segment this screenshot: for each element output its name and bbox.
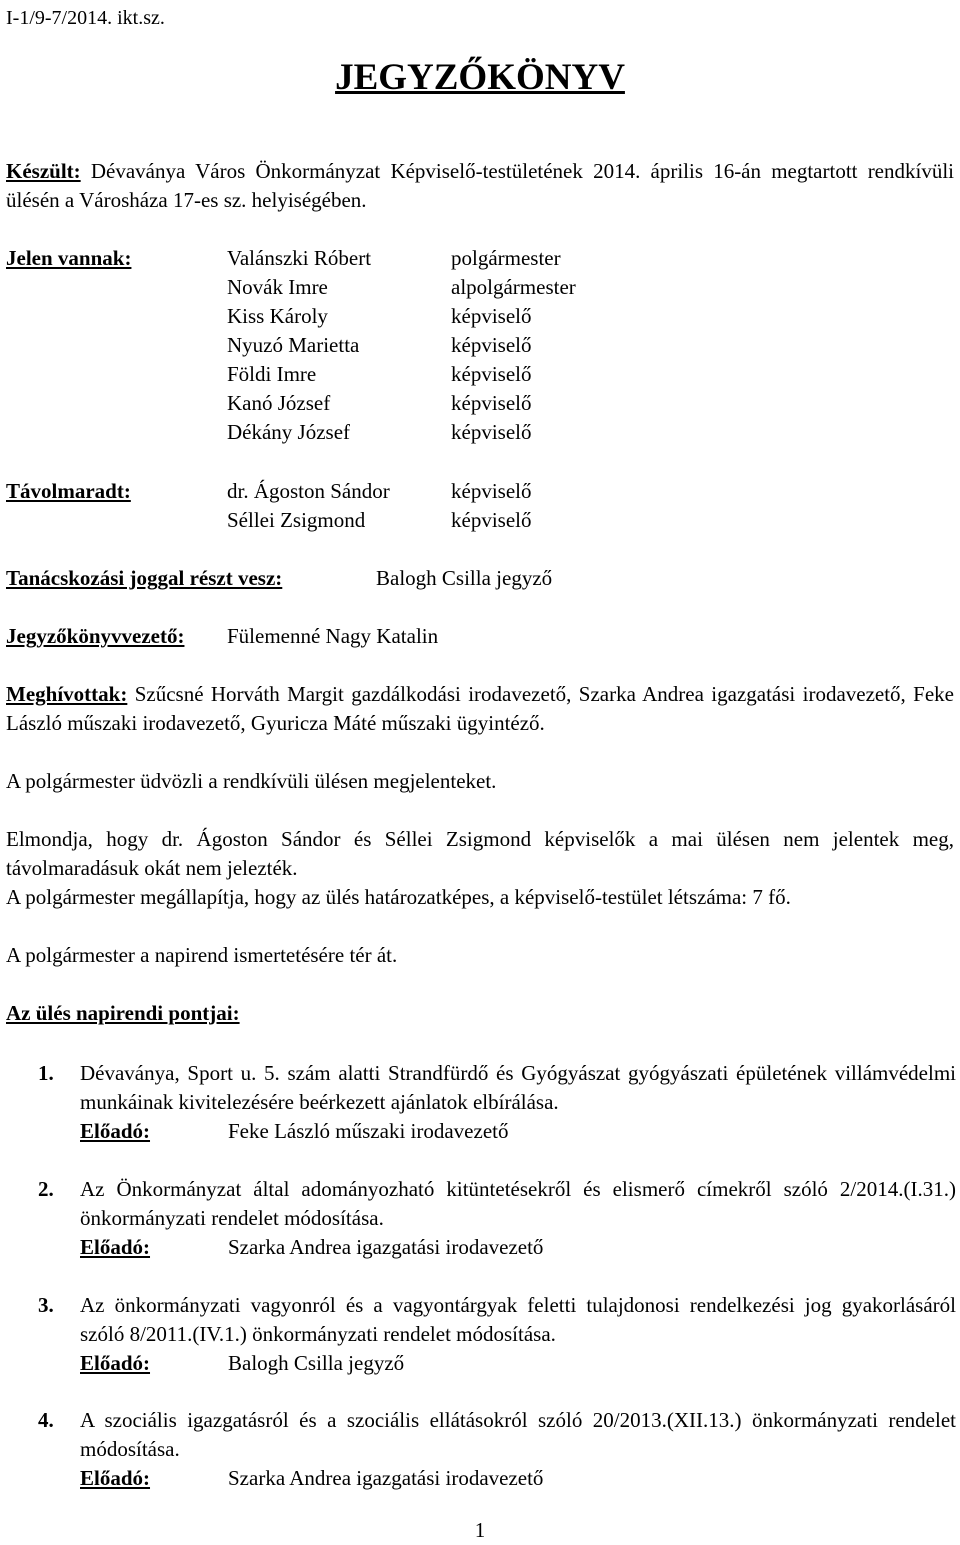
tavol-label: Távolmaradt: <box>6 479 131 503</box>
paragraph: A polgármester üdvözli a rendkívüli ülésen megjelenteket. <box>6 769 497 793</box>
absent-name: dr. Ágoston Sándor <box>227 479 390 503</box>
present-row <box>0 273 960 302</box>
presenter-label: Előadó: <box>80 1235 151 1259</box>
keszult-label: Készült: <box>6 159 81 183</box>
tanacs-label: Tanácskozási joggal részt vesz: <box>6 566 283 590</box>
absent-role: képviselő <box>451 479 532 503</box>
tanacs-value: Balogh Csilla jegyző <box>376 566 553 590</box>
paragraph: Elmondja, hogy dr. Ágoston Sándor és Séllei Zsigmond képviselők a mai ülésen nem jelentek meg, távolmaradásuk okát nem jelezték. <box>6 827 954 880</box>
jkv-value: Fülemenné Nagy Katalin <box>227 624 439 648</box>
presenter-label: Előadó: <box>80 1119 151 1143</box>
present-row <box>0 389 960 418</box>
agenda-text: Dévaványa, Sport u. 5. szám alatti Strandfürdő és Gyógyászat gyógyászati épületének villámvédelmi munkáinak kivitelezésére beérkezett ajánlatok elbírálása. <box>80 1061 956 1114</box>
present-name: Dékány József <box>227 420 351 444</box>
presenter-name: Balogh Csilla jegyző <box>228 1351 405 1375</box>
present-row <box>0 418 960 447</box>
present-role: képviselő <box>451 362 532 386</box>
present-name: Novák Imre <box>227 275 328 299</box>
jelen-label: Jelen vannak: <box>6 246 132 270</box>
absent-row <box>0 506 960 535</box>
absent-name: Séllei Zsigmond <box>227 508 366 532</box>
present-row <box>0 360 960 389</box>
agenda-text: Az Önkormányzat által adományozható kitüntetésekről és elismerő címekről szóló 2/2014.(I.31.) önkormányzati rendelet módosítása. <box>80 1177 956 1230</box>
jkv-row <box>0 622 960 651</box>
meghiv-label: Meghívottak: <box>6 682 128 706</box>
present-name: Nyuzó Marietta <box>227 333 360 357</box>
document-reference: I-1/9-7/2014. ikt.sz. <box>6 7 165 29</box>
present-role: képviselő <box>451 420 532 444</box>
paragraph: A polgármester a napirend ismertetésére tér át. <box>6 943 398 967</box>
page-number: 1 <box>474 1518 486 1542</box>
present-role: polgármester <box>451 246 561 270</box>
tanacs-row <box>0 564 960 593</box>
present-row <box>0 331 960 360</box>
present-role: képviselő <box>451 391 532 415</box>
jkv-label: Jegyzőkönyvvezető: <box>6 624 185 648</box>
absent-row <box>0 477 960 506</box>
agenda-number: 4. <box>38 1408 54 1432</box>
meghiv-text: Szűcsné Horváth Margit gazdálkodási irodavezető, Szarka Andrea igazgatási irodavezető, Feke László műszaki irodavezető, Gyuricza Máté műszaki ügyintéző. <box>6 682 954 735</box>
agenda-text: Az önkormányzati vagyonról és a vagyontárgyak feletti tulajdonosi rendelkezési jog gyakorlásáról szóló 8/2011.(IV.1.) önkormányzati rendelet módosítása. <box>80 1293 956 1346</box>
agenda-number: 1. <box>38 1061 54 1085</box>
present-role: alpolgármester <box>451 275 576 299</box>
present-name: Földi Imre <box>227 362 317 386</box>
absent-role: képviselő <box>451 508 532 532</box>
keszult-paragraph <box>6 157 954 215</box>
present-name: Kanó József <box>227 391 331 415</box>
agenda-heading: Az ülés napirendi pontjai: <box>6 1001 240 1025</box>
presenter-label: Előadó: <box>80 1466 151 1490</box>
keszult-text: Dévaványa Város Önkormányzat Képviselő-testületének 2014. április 16-án megtartott rendkívüli ülésén a Városháza 17-es sz. helyiségében. <box>6 159 955 212</box>
present-name: Kiss Károly <box>227 304 328 328</box>
document-title: JEGYZŐKÖNYV <box>335 57 625 98</box>
present-role: képviselő <box>451 333 532 357</box>
agenda-number: 2. <box>38 1177 54 1201</box>
present-row <box>0 244 960 273</box>
presenter-name: Szarka Andrea igazgatási irodavezető <box>228 1466 544 1490</box>
present-role: képviselő <box>451 304 532 328</box>
agenda-text: A szociális igazgatásról és a szociális ellátásokról szóló 20/2013.(XII.13.) önkormányzati rendelet módosítása. <box>80 1408 956 1461</box>
meghiv-paragraph <box>6 680 954 738</box>
presenter-name: Szarka Andrea igazgatási irodavezető <box>228 1235 544 1259</box>
agenda-number: 3. <box>38 1293 54 1317</box>
paragraph: A polgármester megállapítja, hogy az ülés határozatképes, a képviselő-testület létszáma: 7 fő. <box>6 885 791 909</box>
presenter-name: Feke László műszaki irodavezető <box>228 1119 509 1143</box>
present-row <box>0 302 960 331</box>
present-name: Valánszki Róbert <box>227 246 372 270</box>
presenter-label: Előadó: <box>80 1351 151 1375</box>
